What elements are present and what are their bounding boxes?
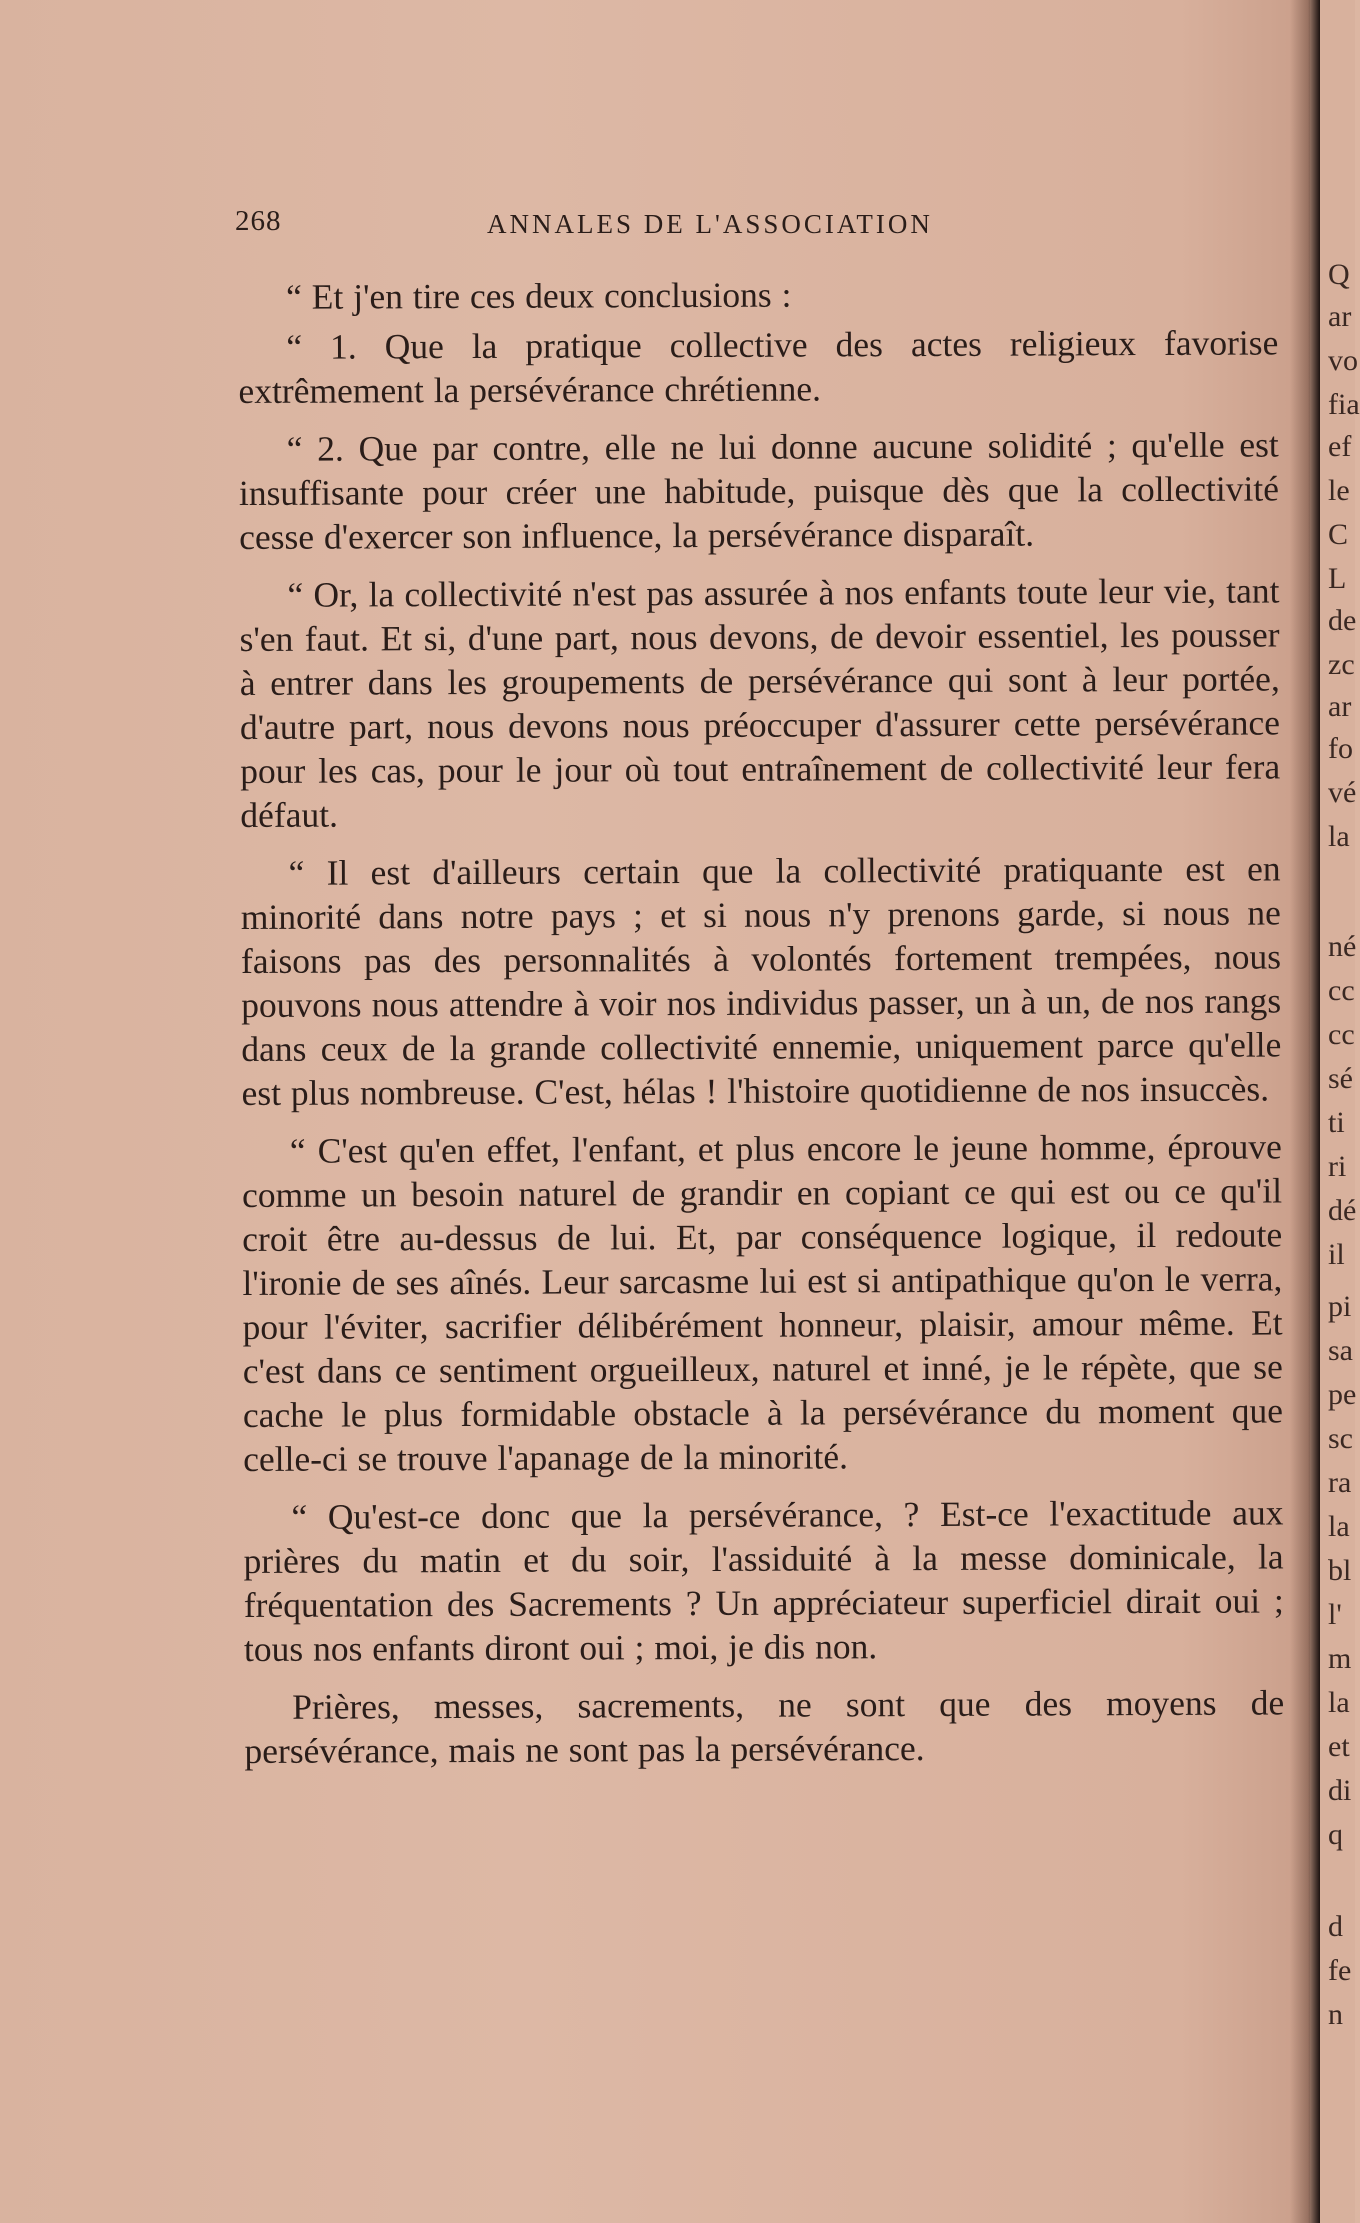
paragraph: “ Qu'est-ce donc que la persévérance, ? Est-ce l'exactitude aux prières du matin et du soir, l'assiduité à la messe dominicale, la fréquentation des Sacrements ? Un appréciateur superficiel dirait oui ; tous nos enfants diront oui ; moi, je dis non. [243, 1492, 1284, 1669]
next-page-fragment: vo [1328, 344, 1358, 377]
next-page-fragment: il [1328, 1238, 1345, 1271]
next-page-fragment: sa [1328, 1334, 1353, 1367]
next-page-fragment: le [1328, 474, 1350, 507]
next-page-fragment: dé [1328, 1194, 1357, 1227]
next-page-fragment: bl [1328, 1554, 1352, 1587]
next-page-fragment: ri [1328, 1150, 1347, 1183]
next-page-fragment: di [1328, 1774, 1352, 1807]
next-page-fragment: né [1328, 930, 1357, 963]
next-page-fragment: ra [1328, 1466, 1352, 1499]
paragraph: “ Il est d'ailleurs certain que la collectivité pratiquante est en minorité dans notre pays ; et si nous n'y prenons garde, si nous ne faisons pas des personnalités à volontés fortement trempées, nous pouvons nous attendre à voir nos individus passer, un à un, de nos rangs dans ceux de la grande collectivité ennemie, uniquement parce qu'elle est plus nombreuse. C'est, hélas ! l'histoire quotidienne de nos insuccès. [240, 848, 1282, 1113]
page-number: 268 [235, 205, 282, 237]
next-page-fragment: Q [1328, 258, 1350, 291]
next-page-fragment: cc [1328, 1018, 1355, 1051]
next-page-fragment: C [1328, 518, 1349, 551]
next-page-fragment: L [1328, 562, 1347, 595]
next-page-fragment: pe [1328, 1378, 1357, 1411]
next-page-fragment: fia [1328, 388, 1360, 421]
paragraph: “ C'est qu'en effet, l'enfant, et plus encore le jeune homme, éprouve comme un besoin naturel de grandir en copiant ce qui est ou ce qu'il croit être au-dessus de lui. Et, par conséquence logique, il redoute l'ironie de ses aînés. Leur sarcasme lui est si antipathique qu'on le verra, pour l'éviter, sacrifier délibérément honneur, plaisir, amour même. Et c'est dans ce sentiment orgueilleux, naturel et inné, je le répète, que se cache le plus formidable obstacle à la persévérance du moment que celle-ci se trouve l'apanage de la minorité. [241, 1126, 1284, 1479]
paragraph: “ Et j'en tire ces deux conclusions : [286, 274, 792, 317]
running-head: ANNALES DE L'ASSOCIATION [487, 209, 933, 239]
next-page-fragment: q [1328, 1818, 1343, 1851]
next-page-fragment: ar [1328, 300, 1352, 333]
next-page-edge [1320, 0, 1360, 2223]
next-page-fragment: m [1328, 1642, 1352, 1675]
next-page-fragment: la [1328, 820, 1350, 853]
paragraph: “ 1. Que la pratique collective des actes religieux favorise extrêmement la persévérance chrétienne. [238, 322, 1279, 411]
next-page-fragment: la [1328, 1686, 1350, 1719]
next-page-fragment: d [1328, 1910, 1343, 1943]
next-page-fragment: n [1328, 1998, 1343, 2031]
next-page-fragment: l' [1328, 1598, 1342, 1631]
next-page-fragment: la [1328, 1510, 1350, 1543]
paragraph: “ Or, la collectivité n'est pas assurée à nos enfants toute leur vie, tant s'en faut. Et si, d'une part, nous devons, de devoir essentiel, les pousser à entrer dans les groupements de persévérance qui sont à leur portée, d'autre part, nous devons nous préoccuper d'assurer cette persévérance pour les cas, pour le jour où tout entraînement de collectivité leur fera défaut. [239, 570, 1281, 835]
next-page-fragment: ar [1328, 690, 1352, 723]
next-page-fragment: sé [1328, 1062, 1353, 1095]
paragraph: Prières, messes, sacrements, ne sont que des moyens de persévérance, mais ne sont pas la persévérance. [244, 1682, 1285, 1771]
next-page-fragment: cc [1328, 974, 1355, 1007]
page-header [235, 205, 1035, 245]
next-page-fragment: zc [1328, 648, 1355, 681]
book-gutter-shadow [1290, 0, 1320, 2223]
next-page-fragment: pi [1328, 1290, 1352, 1323]
body-text [238, 270, 1285, 1787]
next-page-fragment: ti [1328, 1106, 1345, 1139]
paragraph: “ 2. Que par contre, elle ne lui donne aucune solidité ; qu'elle est insuffisante pour créer une habitude, puisque dès que la collectivité cesse d'exercer son influence, la persévérance disparaît. [238, 424, 1280, 557]
next-page-fragment: sc [1328, 1422, 1353, 1455]
next-page-fragment: ef [1328, 430, 1352, 463]
next-page-fragment: et [1328, 1730, 1350, 1763]
next-page-fragment: vé [1328, 776, 1357, 809]
next-page-fragment: de [1328, 604, 1357, 637]
next-page-fragment: fo [1328, 732, 1353, 765]
next-page-fragment: fe [1328, 1954, 1352, 1987]
